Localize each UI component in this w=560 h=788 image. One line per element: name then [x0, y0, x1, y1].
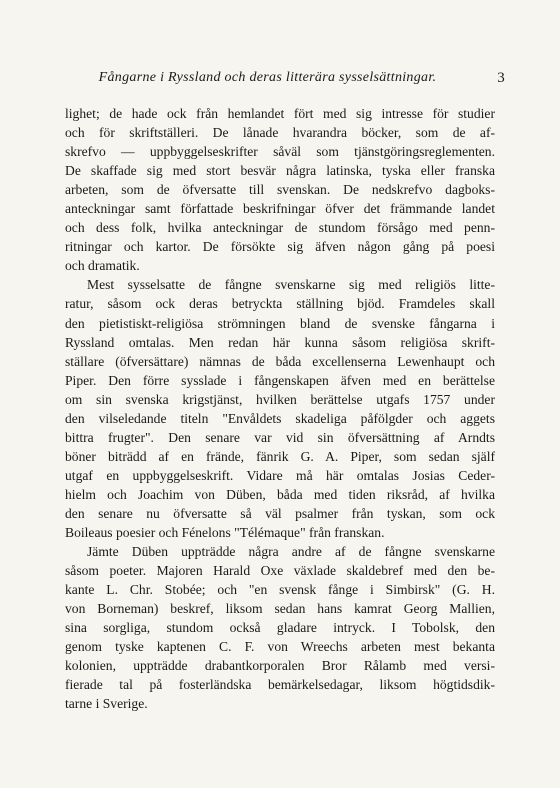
text-line: den senare nu öfversatte så väl psalmer från tyskan, som ock — [65, 505, 495, 521]
text-line: genom tyske kaptenen C. F. von Wreechs arbeten mest bekanta — [65, 639, 495, 655]
text-line: skrefvo — uppbyggelseskrifter såväl som tjänstgöringsreglementen. — [65, 144, 495, 160]
text-line: tarne i Sverige. — [65, 696, 148, 712]
text-line: kolonien, uppträdde drabantkorporalen Bror Rålamb med versi- — [65, 658, 495, 674]
running-header — [60, 70, 505, 86]
paragraph — [65, 542, 495, 713]
text-line: och för skriftställeri. De lånade hvarandra böcker, som de af- — [65, 125, 495, 141]
text-line: om sin svenska krigstjänst, hvilken berättelse utgafs 1757 under — [65, 391, 495, 407]
text-line: Piper. Den förre sysslade i fångenskapen äfven med en berättelse — [65, 372, 495, 388]
paragraph — [65, 104, 495, 275]
text-line: Boileaus poesier och Fénelons "Télémaque" från franskan. — [65, 525, 385, 541]
text-line: anteckningar samt författade beskrifningar öfver det främmande landet — [65, 201, 495, 217]
text-line: fierade tal på fosterländska bemärkelsedagar, liksom högtidsdik- — [65, 677, 495, 693]
text-line: den vilseledande titeln "Envåldets skadeliga påfölgder och aggets — [65, 410, 495, 426]
text-line: De skaffade sig med stort besvär några latinska, tyska eller franska — [65, 163, 495, 179]
text-line: sina sorgliga, stundom också gladare intryck. I Tobolsk, den — [65, 620, 495, 636]
text-line: och dramatik. — [65, 258, 140, 274]
page-number: 3 — [497, 70, 505, 86]
text-line: såsom poeter. Majoren Harald Oxe växlade skaldebref med den be- — [65, 563, 495, 579]
text-line: von Borneman) beskref, liksom sedan hans kamrat Georg Mallien, — [65, 601, 495, 617]
text-line: ställare (öfversättare) nämnas de båda excellenserna Lewenhaupt och — [65, 353, 495, 369]
text-line: och dess folk, hvilka anteckningar de stundom försågo med penn- — [65, 220, 495, 236]
text-line: Jämte Düben uppträdde några andre af de fångne svenskarne — [87, 544, 495, 560]
text-line: arbeten, som de öfversatte till svenskan. De nedskrefvo dagboks- — [65, 182, 495, 198]
text-line: ratur, såsom ock deras betryckta ställning bjöd. Framdeles skall — [65, 296, 495, 312]
text-line: Mest sysselsatte de fångne svenskarne sig med religiös litte- — [87, 277, 495, 293]
text-line: Ryssland omtalas. Men redan här kunna såsom religiösa skrift- — [65, 334, 495, 350]
text-line: den pietistiskt-religiösa strömningen bland de svenske fångarna i — [65, 315, 495, 331]
text-line: kante L. Chr. Stobée; och "en svensk fånge i Simbirsk" (G. H. — [65, 582, 495, 598]
text-line: lighet; de hade ock från hemlandet fört med sig intresse för studier — [65, 106, 495, 121]
text-line: böner biträdd af en frände, fänrik G. A. Piper, som sedan själf — [65, 448, 495, 464]
paragraph — [65, 275, 495, 542]
body-text — [65, 104, 495, 714]
text-line: hielm och Joachim von Düben, båda med tiden riksråd, af hvilka — [65, 486, 495, 502]
text-line: utgaf en uppbyggelseskrift. Vidare må här omtalas Josias Ceder- — [65, 467, 495, 483]
running-title: Fångarne i Ryssland och deras litterära sysselsättningar. — [98, 70, 437, 85]
text-line: ritningar och kartor. De försökte sig äfven någon gång på poesi — [65, 239, 495, 255]
text-line: bittra frugter". Den senare var vid sin öfversättning af Arndts — [65, 429, 495, 445]
